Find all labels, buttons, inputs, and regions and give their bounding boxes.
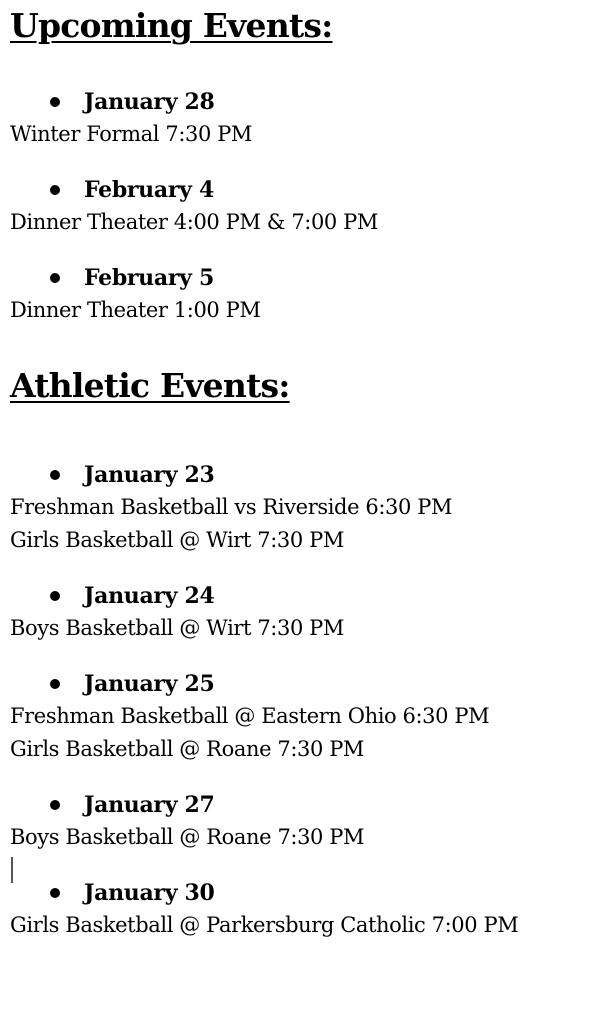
- upcoming-event: [10, 173, 585, 239]
- event-date-item: [10, 788, 585, 821]
- event-date: February 4: [84, 176, 214, 203]
- event-date: January 28: [84, 88, 215, 115]
- event-date-item: [10, 876, 585, 909]
- athletic-events-heading: Athletic Events:: [10, 366, 290, 405]
- athletic-event: [10, 876, 585, 942]
- athletic-event: [10, 667, 585, 766]
- upcoming-events-list: [10, 85, 585, 327]
- athletic-events-list: [10, 458, 585, 942]
- bullet-icon: [50, 185, 60, 195]
- event-date-item: [10, 173, 585, 206]
- event-date-item: [10, 579, 585, 612]
- bullet-icon: [50, 800, 60, 810]
- event-date-item: [10, 458, 585, 491]
- event-detail: Winter Formal 7:30 PM: [10, 122, 253, 146]
- athletic-event: [10, 458, 585, 557]
- event-detail: Freshman Basketball vs Riverside 6:30 PM: [10, 495, 453, 519]
- bullet-icon: [50, 97, 60, 107]
- event-detail: Girls Basketball @ Parkersburg Catholic 7:00 PM: [10, 913, 519, 937]
- event-detail: Freshman Basketball @ Eastern Ohio 6:30 PM: [10, 704, 490, 728]
- document-body[interactable]: [10, 0, 585, 942]
- event-date: February 5: [84, 264, 214, 291]
- event-detail: Dinner Theater 4:00 PM & 7:00 PM: [10, 210, 378, 234]
- event-date-item: [10, 667, 585, 700]
- event-detail: Dinner Theater 1:00 PM: [10, 298, 261, 322]
- event-detail: Girls Basketball @ Roane 7:30 PM: [10, 737, 365, 761]
- upcoming-event: [10, 261, 585, 327]
- bullet-icon: [50, 888, 60, 898]
- event-date: January 27: [84, 791, 215, 818]
- event-date: January 23: [84, 461, 215, 488]
- event-detail: Girls Basketball @ Wirt 7:30 PM: [10, 528, 344, 552]
- event-date: January 30: [84, 879, 215, 906]
- athletic-event: [10, 788, 585, 883]
- bullet-icon: [50, 591, 60, 601]
- bullet-icon: [50, 273, 60, 283]
- bullet-icon: [50, 470, 60, 480]
- upcoming-event: [10, 85, 585, 151]
- upcoming-events-heading: Upcoming Events:: [10, 6, 333, 45]
- event-date: January 25: [84, 670, 215, 697]
- event-date-item: [10, 85, 585, 118]
- event-date: January 24: [84, 582, 215, 609]
- event-detail: Boys Basketball @ Roane 7:30 PM: [10, 825, 365, 849]
- athletic-event: [10, 579, 585, 645]
- bullet-icon: [50, 679, 60, 689]
- event-date-item: [10, 261, 585, 294]
- event-detail: Boys Basketball @ Wirt 7:30 PM: [10, 616, 345, 640]
